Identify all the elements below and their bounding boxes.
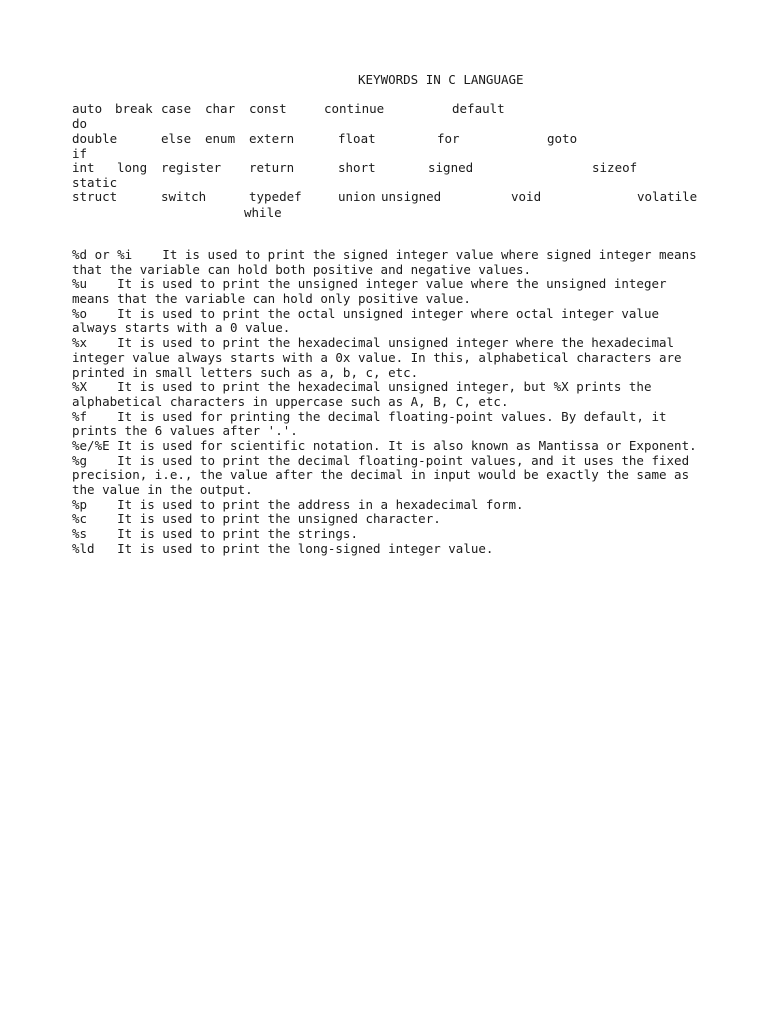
format-specifier-list [72,248,712,556]
keyword: sizeof [592,160,638,175]
keyword: case [161,101,192,116]
keyword: extern [249,131,295,146]
keyword: while [244,205,282,220]
keyword: struct [72,189,118,204]
text-line: %c It is used to print the unsigned character. [72,511,441,527]
text-line: %p It is used to print the address in a hexadecimal form. [72,496,524,512]
text-line: %ld It is used to print the long-signed integer value. [72,540,494,556]
text-line: integer value always starts with a 0x value. In this, alphabetical characters are [72,349,682,365]
text-line: the value in the output. [72,482,253,497]
keyword: const [249,101,287,116]
keyword: unsigned [381,189,442,204]
text-line: alphabetical characters in uppercase such as A, B, C, etc. [72,393,509,409]
keyword: short [338,160,376,175]
text-line: that the variable can hold both positive and negative values. [72,261,532,277]
keyword: goto [547,131,578,146]
keyword: switch [161,189,207,204]
keyword: for [437,131,460,146]
text-line: prints the 6 values after '.'. [72,423,298,439]
text-line: %f It is used for printing the decimal floating-point values. By default, it [72,408,667,424]
keyword: float [338,131,376,146]
keyword: long [117,160,148,175]
keyword: break [115,101,153,116]
document-title: KEYWORDS IN C LANGUAGE [358,72,524,87]
keyword: else [161,131,192,146]
text-line: always starts with a 0 value. [72,320,291,336]
text-line: precision, i.e., the value after the decimal in input would be exactly the same as [72,467,690,483]
keyword: auto [72,101,103,116]
text-line: means that the variable can hold only positive value. [72,291,471,307]
text-line: %d or %i It is used to print the signed integer value where signed integer means [72,247,697,262]
keyword: register [161,160,222,175]
text-line: %x It is used to print the hexadecimal unsigned integer where the hexadecimal [72,335,675,351]
text-line: %X It is used to print the hexadecimal unsigned integer, but %X prints the [72,379,652,395]
keyword: typedef [249,189,302,204]
keyword: enum [205,131,236,146]
keyword: static [72,175,118,190]
text-line: %e/%E It is used for scientific notation. It is also known as Mantissa or Exponent. [72,437,697,453]
keyword: signed [428,160,474,175]
keyword: void [511,189,542,204]
text-line: printed in small letters such as a, b, c, etc. [72,364,419,380]
text-line: %g It is used to print the decimal floating-point values, and it uses the fixed [72,452,690,468]
keyword: union [338,189,376,204]
keyword: default [452,101,505,116]
keyword: volatile [637,189,698,204]
text-line: %u It is used to print the unsigned integer value where the unsigned integer [72,276,667,292]
keyword: return [249,160,295,175]
text-line: %s It is used to print the strings. [72,526,358,542]
keyword: double [72,131,118,146]
keyword: do [72,116,88,131]
keyword: continue [324,101,385,116]
text-line: %o It is used to print the octal unsigned integer where octal integer value [72,305,659,321]
keyword: char [205,101,236,116]
keyword: int [72,160,95,175]
keyword: if [72,146,88,161]
